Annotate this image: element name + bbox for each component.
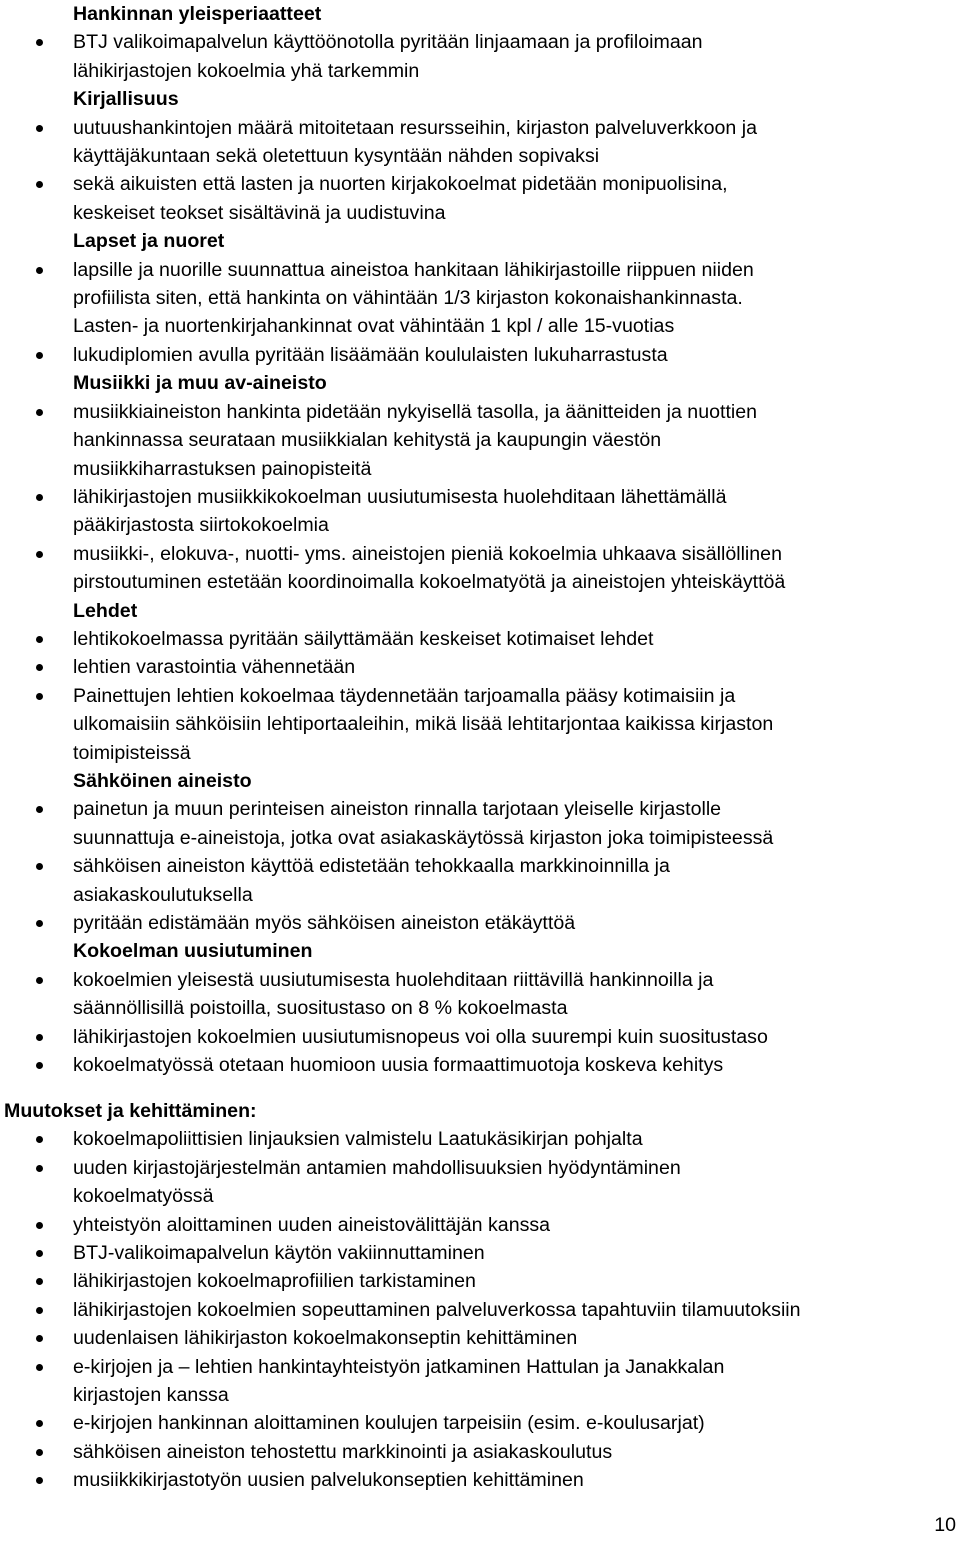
list-item-line: kirjastojen kanssa: [73, 1384, 229, 1407]
list-item-line: lähikirjastojen kokoelmien sopeuttaminen palveluverkossa tapahtuviin tilamuutoksiin: [73, 1298, 801, 1321]
list-item: [0, 1353, 960, 1410]
list-item-line: kokoelmapoliittisien linjauksien valmistelu Laatukäsikirjan pohjalta: [73, 1128, 643, 1151]
bullet-icon: [36, 1364, 43, 1371]
list-item: [0, 1154, 960, 1211]
bullet-icon: [36, 1420, 43, 1427]
bullet-icon: [36, 920, 43, 927]
bullet-icon: [36, 409, 43, 416]
list-item: [0, 1239, 960, 1267]
list-item: [0, 256, 960, 341]
list-item: [0, 1023, 960, 1051]
list-item-line: käyttäjäkuntaan sekä oletettuun kysyntään nähden sopivaksi: [73, 145, 600, 168]
list-item: [0, 1125, 960, 1153]
list-item: [0, 540, 960, 597]
list-item-line: lähikirjastojen kokoelmaprofiilien tarkistaminen: [73, 1270, 476, 1293]
list-item-line: suunnattuja e-aineistoja, jotka ovat asiakaskäytössä kirjaston joka toimipisteessä: [73, 826, 774, 849]
list-item-line: BTJ-valikoimapalvelun käytön vakiinnuttaminen: [73, 1242, 485, 1265]
list-item-line: painetun ja muun perinteisen aineiston rinnalla tarjotaan yleiselle kirjastolle: [73, 798, 722, 821]
list-item-line: profiilista siten, että hankinta on vähintään 1/3 kirjaston kokonaishankinnasta.: [73, 287, 743, 310]
list-item-line: sähköisen aineiston käyttöä edistetään tehokkaalla markkinoinnilla ja: [73, 855, 670, 878]
list-item-line: Lasten- ja nuortenkirjahankinnat ovat vähintään 1 kpl / alle 15-vuotias: [73, 315, 675, 338]
list-item: [0, 1466, 960, 1494]
list-item-line: musiikki-, elokuva-, nuotti- yms. aineistojen pieniä kokoelmia uhkaava sisällöllinen: [73, 542, 782, 565]
list-item: [0, 170, 960, 227]
subheading-music-av: Musiikki ja muu av-aineisto: [73, 372, 327, 395]
subheading-electronic-material: Sähköinen aineisto: [73, 769, 252, 792]
list-item-line: e-kirjojen hankinnan aloittaminen koulujen tarpeisiin (esim. e-koulusarjat): [73, 1412, 705, 1435]
list-item: [0, 1051, 960, 1079]
list-item-line: sekä aikuisten että lasten ja nuorten kirjakokoelmat pidetään monipuolisina,: [73, 173, 728, 196]
list-item-line: musiikkikirjastotyön uusien palvelukonseptien kehittäminen: [73, 1469, 584, 1492]
list-item: [0, 966, 960, 1023]
list-item-line: musiikkiharrastuksen painopisteitä: [73, 457, 372, 480]
list-item: [0, 341, 960, 369]
section-changes-development: [0, 1097, 960, 1495]
list-item: [0, 1267, 960, 1295]
bullet-icon: [36, 693, 43, 700]
list-item-line: lapsille ja nuorille suunnattua aineistoa hankitaan lähikirjastoille riippuen niiden: [73, 258, 754, 281]
list-item-line: lähikirjastojen kokoelmia yhä tarkemmin: [73, 59, 420, 82]
list-item-line: uudenlaisen lähikirjaston kokoelmakonseptin kehittäminen: [73, 1327, 578, 1350]
list-item-line: pääkirjastosta siirtokokoelmia: [73, 514, 329, 537]
list-item: [0, 1211, 960, 1239]
list-item: [0, 483, 960, 540]
list-item-line: uuden kirjastojärjestelmän antamien mahdollisuuksien hyödyntäminen: [73, 1156, 681, 1179]
bullet-icon: [36, 1034, 43, 1041]
bullet-icon: [36, 1335, 43, 1342]
page-number: 10: [934, 1514, 956, 1536]
list-item: [0, 795, 960, 852]
bullet-icon: [36, 977, 43, 984]
list-item-line: pirstoutuminen estetään koordinoimalla kokoelmatyötä ja aineistojen yhteiskäyttöä: [73, 571, 786, 594]
list-item-line: e-kirjojen ja – lehtien hankintayhteistyön jatkaminen Hattulan ja Janakkalan: [73, 1355, 725, 1378]
list-item-line: kokoelmien yleisestä uusiutumisesta huolehditaan riittävillä hankinnoilla ja: [73, 968, 714, 991]
bullet-icon: [36, 1477, 43, 1484]
bullet-icon: [36, 1165, 43, 1172]
bullet-icon: [36, 181, 43, 188]
list-item: [0, 1296, 960, 1324]
list-item: [0, 1409, 960, 1437]
subheading-collection-renewal: Kokoelman uusiutuminen: [73, 940, 313, 963]
bullet-icon: [36, 806, 43, 813]
list-item-line: lehtien varastointia vähennetään: [73, 656, 356, 679]
list-item: [0, 1438, 960, 1466]
list-item-line: sähköisen aineiston tehostettu markkinointi ja asiakaskoulutus: [73, 1440, 613, 1463]
list-item-line: lehtikokoelmassa pyritään säilyttämään keskeiset kotimaiset lehdet: [73, 627, 654, 650]
bullet-icon: [36, 1307, 43, 1314]
list-item-line: pyritään edistämään myös sähköisen aineiston etäkäyttöä: [73, 912, 576, 934]
list-item-line: lähikirjastojen musiikkikokoelman uusiutumisesta huolehditaan lähettämällä: [73, 485, 727, 508]
bullet-icon: [36, 1449, 43, 1456]
list-item-line: BTJ valikoimapalvelun käyttöönotolla pyritään linjaamaan ja profiloimaan: [73, 31, 703, 54]
bullet-icon: [36, 636, 43, 643]
list-item: [0, 682, 960, 767]
list-item-line: toimipisteissä: [73, 741, 191, 764]
list-item-line: kokoelmatyössä otetaan huomioon uusia formaattimuotoja koskeva kehitys: [73, 1054, 724, 1077]
bullet-icon: [36, 863, 43, 870]
list-item-line: säännöllisillä poistoilla, suositustaso on 8 % kokoelmasta: [73, 997, 568, 1020]
list-item-line: ulkomaisiin sähköisiin lehtiportaaleihin, mikä lisää lehtitarjontaa kaikissa kirjaston: [73, 713, 774, 736]
bullet-icon: [36, 1222, 43, 1229]
list-item-line: lukudiplomien avulla pyritään lisäämään koululaisten lukuharrastusta: [73, 343, 668, 366]
subheading-children-youth: Lapset ja nuoret: [73, 230, 225, 253]
bullet-icon: [36, 1062, 43, 1069]
bullet-icon: [36, 352, 43, 359]
list-item: [0, 1324, 960, 1352]
list-item-line: keskeiset teokset sisältävinä ja uudistuvina: [73, 201, 446, 224]
list-item-line: yhteistyön aloittaminen uuden aineistovälittäjän kanssa: [73, 1213, 551, 1236]
list-item-line: asiakaskoulutuksella: [73, 883, 253, 906]
list-item: [0, 398, 960, 483]
bullet-icon: [36, 1278, 43, 1285]
list-item-line: musiikkiaineiston hankinta pidetään nykyisellä tasolla, ja äänitteiden ja nuottien: [73, 400, 758, 423]
list-item: [0, 653, 960, 681]
list-item-line: lähikirjastojen kokoelmien uusiutumisnopeus voi olla suurempi kuin suositustaso: [73, 1025, 768, 1048]
list-item-line: kokoelmatyössä: [73, 1185, 214, 1208]
list-item-line: Painettujen lehtien kokoelmaa täydennetään tarjoamalla pääsy kotimaisiin ja: [73, 684, 736, 707]
list-item: [0, 909, 960, 937]
list-item-line: uutuushankintojen määrä mitoitetaan resursseihin, kirjaston palveluverkkoon ja: [73, 116, 757, 139]
bullet-icon: [36, 39, 43, 46]
list-item: [0, 114, 960, 171]
bullet-icon: [36, 267, 43, 274]
section-title-acquisition-principles: Hankinnan yleisperiaatteet: [73, 3, 322, 25]
list-item-line: hankinnassa seurataan musiikkialan kehitystä ja kaupungin väestön: [73, 429, 662, 452]
subheading-magazines: Lehdet: [73, 599, 138, 622]
bullet-icon: [36, 1136, 43, 1143]
bullet-icon: [36, 551, 43, 558]
bullet-icon: [36, 494, 43, 501]
bullet-icon: [36, 125, 43, 132]
bullet-icon: [36, 1250, 43, 1257]
subheading-literature: Kirjallisuus: [73, 88, 179, 111]
list-item: [0, 625, 960, 653]
list-item: [0, 852, 960, 909]
bullet-icon: [36, 664, 43, 671]
section-title-changes-development: Muutokset ja kehittäminen:: [4, 1100, 257, 1122]
list-item: [0, 28, 960, 85]
